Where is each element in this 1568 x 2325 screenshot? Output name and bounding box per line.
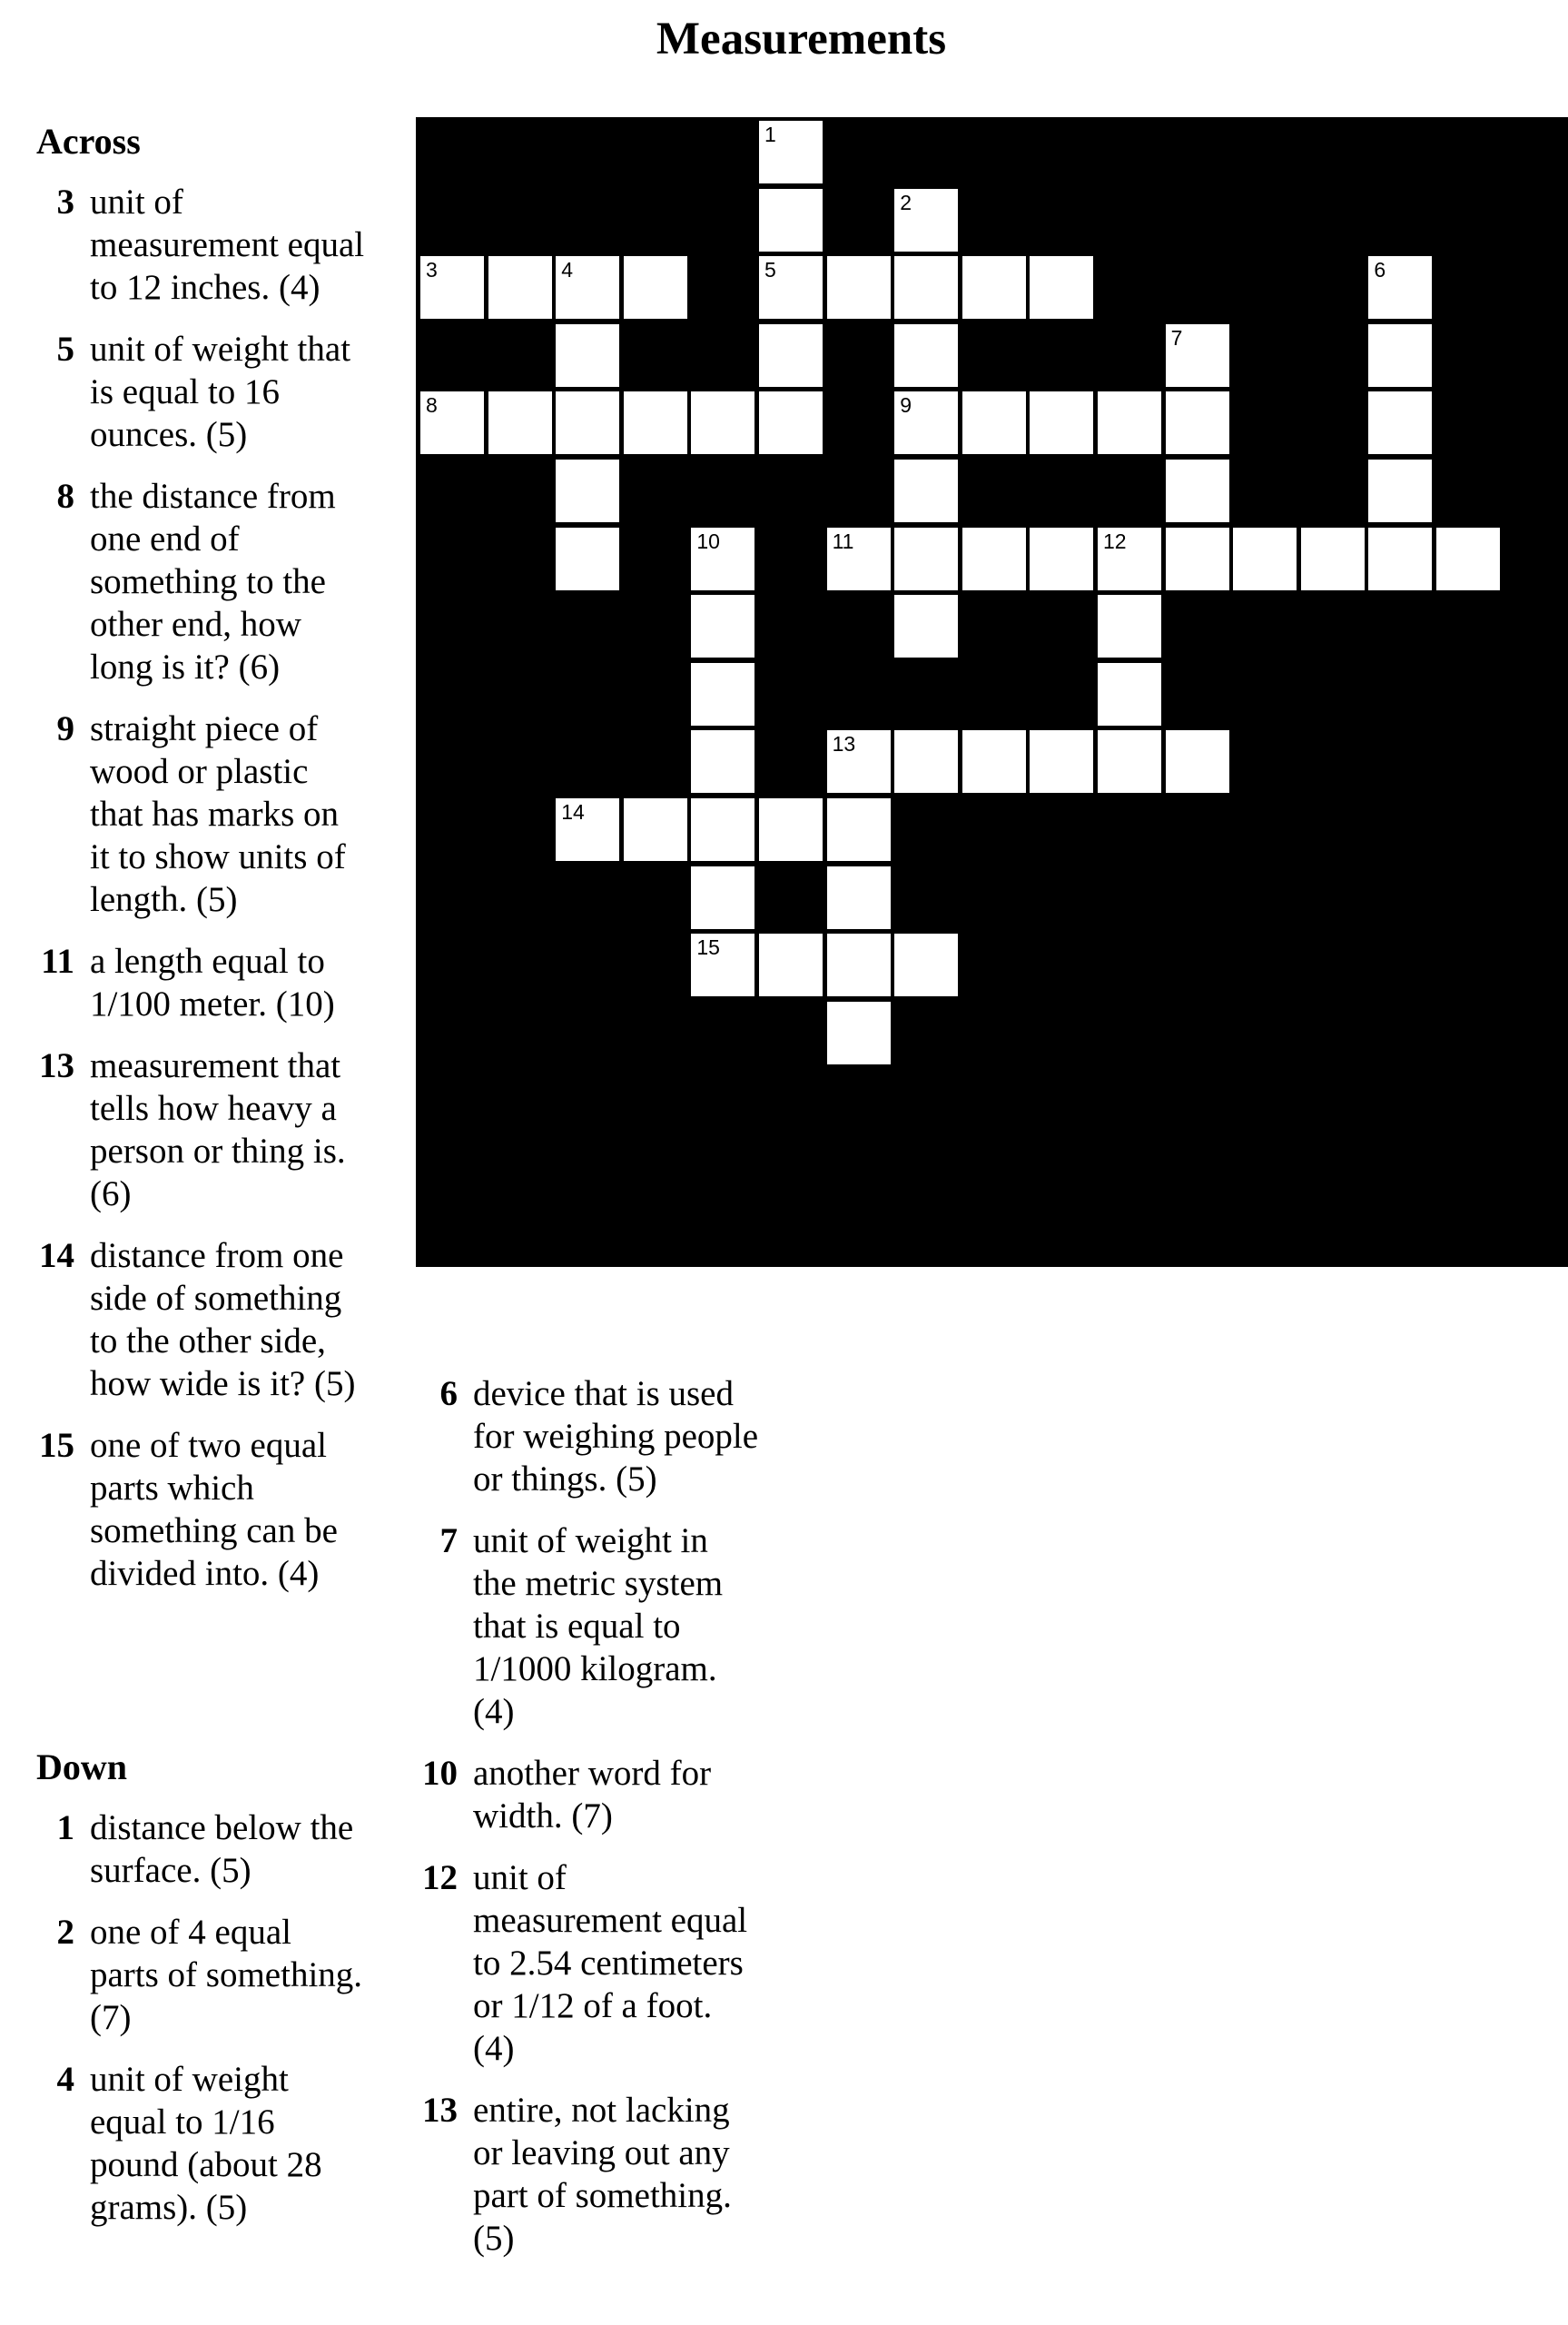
grid-cell[interactable] — [1030, 528, 1093, 590]
grid-cell[interactable] — [556, 324, 619, 387]
cell-number: 11 — [832, 529, 854, 553]
grid-cell[interactable] — [827, 934, 891, 996]
grid-cell[interactable] — [962, 391, 1026, 454]
clue-text: another word for width. (7) — [473, 1754, 712, 1835]
grid-cell[interactable] — [1368, 324, 1432, 387]
clue-number: 13 — [422, 2091, 458, 2130]
grid-cell[interactable] — [691, 595, 754, 658]
clue-number: 7 — [439, 1521, 458, 1560]
across-clue — [18, 328, 367, 456]
cell-number: 9 — [900, 393, 912, 418]
clue-text: the distance from one end of something to the other end, how long is it? (6) — [90, 477, 336, 687]
grid-cell[interactable] — [1098, 391, 1161, 454]
clue-number: 8 — [56, 477, 74, 516]
grid-cell[interactable] — [827, 1002, 891, 1064]
grid-cell[interactable] — [1368, 528, 1432, 590]
clue-number: 14 — [39, 1236, 74, 1275]
down-heading: Down — [36, 1746, 128, 1787]
grid-cell[interactable] — [962, 730, 1026, 793]
clue-text: one of two equal parts which something can be divided into. (4) — [90, 1426, 338, 1593]
grid-cell[interactable] — [1233, 528, 1297, 590]
grid-cell[interactable] — [691, 663, 754, 726]
grid-cell[interactable] — [1098, 663, 1161, 726]
across-clue — [18, 707, 367, 921]
page-title: Measurements — [656, 14, 947, 64]
grid-cell[interactable] — [827, 866, 891, 929]
grid-cell[interactable] — [691, 391, 754, 454]
grid-cell[interactable] — [894, 256, 958, 319]
clue-text: unit of weight in the metric system that is equal to 1/1000 kilogram. (4) — [473, 1521, 724, 1731]
clue-text: entire, not lacking or leaving out any part of something. (5) — [473, 2091, 732, 2258]
clue-text: unit of measurement equal to 2.54 centimeters or 1/12 of a foot. (4) — [473, 1858, 748, 2068]
cell-number: 5 — [764, 258, 776, 282]
cell-number: 6 — [1374, 258, 1386, 282]
grid-cell[interactable] — [691, 798, 754, 861]
cell-number: 10 — [696, 529, 720, 553]
clue-text: a length equal to 1/100 meter. (10) — [90, 942, 335, 1024]
grid-cell[interactable] — [488, 256, 552, 319]
grid-cell[interactable] — [1098, 730, 1161, 793]
grid-cell[interactable] — [691, 730, 754, 793]
down-clue-list-continued — [401, 1372, 759, 2279]
grid-cell[interactable] — [624, 256, 687, 319]
cell-number: 1 — [764, 123, 776, 146]
grid-cell[interactable] — [1368, 391, 1432, 454]
clue-number: 10 — [422, 1754, 458, 1793]
clue-number: 3 — [56, 183, 74, 222]
cell-number: 15 — [696, 935, 720, 960]
grid-cell[interactable] — [1166, 460, 1229, 522]
grid-cell[interactable] — [894, 324, 958, 387]
crossword-grid — [416, 117, 1568, 1267]
grid-cell[interactable] — [894, 595, 958, 658]
grid-cell[interactable] — [894, 460, 958, 522]
cell-number: 8 — [426, 393, 438, 418]
down-clue — [18, 1911, 367, 2039]
clue-number: 9 — [56, 709, 74, 748]
grid-cell[interactable] — [556, 460, 619, 522]
grid-cell[interactable] — [1166, 730, 1229, 793]
grid-cell[interactable] — [759, 934, 823, 996]
grid-cell[interactable] — [1030, 391, 1093, 454]
grid-cell[interactable] — [1030, 256, 1093, 319]
grid-cell[interactable] — [1098, 595, 1161, 658]
grid-cell[interactable] — [759, 121, 823, 183]
cell-number: 3 — [426, 258, 438, 282]
across-clue — [18, 181, 367, 309]
grid-cell[interactable] — [894, 730, 958, 793]
across-clue-list — [18, 181, 367, 1614]
across-clue — [18, 940, 367, 1025]
grid-cell[interactable] — [691, 934, 754, 996]
across-clue — [18, 1234, 367, 1405]
grid-cell[interactable] — [1166, 528, 1229, 590]
grid-cell[interactable] — [420, 256, 484, 319]
clue-text: unit of weight equal to 1/16 pound (about 28 grams). (5) — [90, 2060, 322, 2227]
grid-cell[interactable] — [962, 256, 1026, 319]
cell-number: 13 — [832, 732, 856, 757]
grid-cell[interactable] — [691, 866, 754, 929]
grid-cell[interactable] — [556, 798, 619, 861]
clue-number: 2 — [56, 1913, 74, 1952]
clue-text: distance from one side of something to the other side, how wide is it? (5) — [90, 1236, 356, 1403]
clue-text: one of 4 equal parts of something. (7) — [90, 1913, 363, 2037]
grid-cell[interactable] — [827, 256, 891, 319]
grid-cell[interactable] — [759, 189, 823, 252]
grid-cell[interactable] — [1436, 528, 1500, 590]
grid-cell[interactable] — [556, 528, 619, 590]
across-clue — [18, 1044, 367, 1215]
down-clue — [401, 1519, 759, 1733]
grid-cell[interactable] — [894, 528, 958, 590]
down-clue — [18, 1806, 367, 1892]
clue-text: unit of measurement equal to 12 inches. (4) — [90, 183, 365, 307]
grid-cell[interactable] — [759, 391, 823, 454]
down-clue — [18, 2058, 367, 2229]
clue-number: 4 — [56, 2060, 74, 2099]
grid-cell[interactable] — [1166, 324, 1229, 387]
grid-cell[interactable] — [556, 391, 619, 454]
grid-cell[interactable] — [1098, 528, 1161, 590]
clue-number: 12 — [422, 1858, 458, 1897]
grid-cell[interactable] — [556, 256, 619, 319]
cell-number: 7 — [1170, 325, 1183, 350]
grid-cell[interactable] — [759, 324, 823, 387]
clue-number: 5 — [56, 330, 74, 369]
clue-text: measurement that tells how heavy a person or thing is. (6) — [90, 1046, 346, 1213]
across-clue — [18, 475, 367, 688]
grid-cell[interactable] — [894, 189, 958, 252]
down-clue — [401, 1372, 759, 1500]
grid-cell[interactable] — [1301, 528, 1365, 590]
clue-number: 6 — [439, 1374, 458, 1413]
down-clue — [401, 2089, 759, 2260]
grid-cell[interactable] — [488, 391, 552, 454]
clue-number: 15 — [39, 1426, 74, 1465]
across-clue — [18, 1424, 367, 1595]
grid-cell[interactable] — [827, 528, 891, 590]
down-clue-list — [18, 1806, 367, 2248]
grid-cell[interactable] — [759, 798, 823, 861]
cell-number: 2 — [900, 190, 912, 214]
grid-cell[interactable] — [1368, 460, 1432, 522]
cell-number: 14 — [561, 800, 585, 824]
grid-cell[interactable] — [624, 798, 687, 861]
grid-cell[interactable] — [759, 256, 823, 319]
clue-number: 1 — [56, 1808, 74, 1847]
across-heading: Across — [36, 121, 141, 162]
grid-cell[interactable] — [1030, 730, 1093, 793]
clue-number: 13 — [39, 1046, 74, 1085]
clue-text: device that is used for weighing people or things. (5) — [473, 1374, 759, 1499]
cell-number: 4 — [561, 258, 573, 282]
grid-cell[interactable] — [962, 528, 1026, 590]
down-clue — [401, 1856, 759, 2070]
clue-text: distance below the surface. (5) — [90, 1808, 354, 1890]
cell-number: 12 — [1103, 529, 1127, 553]
grid-cell[interactable] — [1368, 256, 1432, 319]
grid-cell[interactable] — [1166, 391, 1229, 454]
grid-cell[interactable] — [624, 391, 687, 454]
grid-cell[interactable] — [691, 528, 754, 590]
grid-cell[interactable] — [827, 798, 891, 861]
clue-number: 11 — [41, 942, 74, 981]
grid-cell[interactable] — [894, 934, 958, 996]
grid-cell[interactable] — [894, 391, 958, 454]
clue-text: straight piece of wood or plastic that has marks on it to show units of length. (5) — [90, 709, 346, 919]
grid-cell[interactable] — [420, 391, 484, 454]
down-clue — [401, 1752, 759, 1837]
clue-text: unit of weight that is equal to 16 ounces. (5) — [90, 330, 351, 454]
grid-cell[interactable] — [827, 730, 891, 793]
